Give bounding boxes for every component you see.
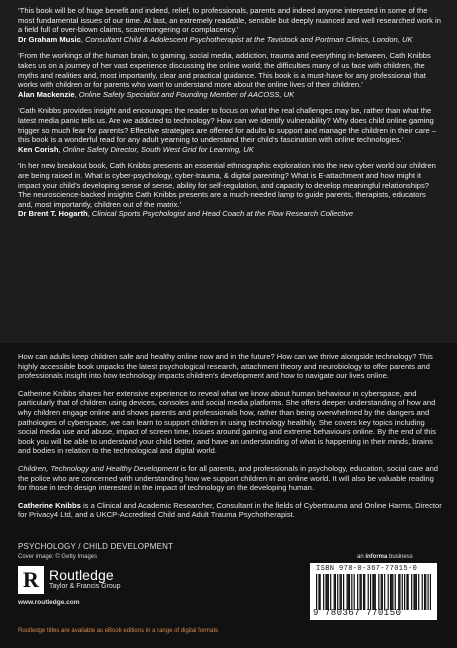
author-bio [18,501,442,520]
quote-author: Ken Corish [18,144,59,154]
quote-text: ‘This book will be of huge benefit and indeed, relief, to professionals, parents and indeed anyone interested in some of the most fundamental issues of our time. At last, an extremely readable, sensible but deeply nuanced and well researched work in a field full of over-blown claims, scaremongering or complacency.’ [18,6,441,35]
endorsement-quote [18,106,442,154]
quote-author: Alan Mackenzie [18,89,75,99]
publisher-logo [18,566,168,602]
book-description [18,352,442,528]
description-paragraph [18,464,442,493]
description-text: is for all parents, and professionals in psychology, education, social care and the police who are concerned with understanding how we support children in an online world. It will also be valuable reading for those in tech design interested in the impact of technology on the developing human. [18,463,439,493]
publisher-website-link[interactable]: www.routledge.com [18,599,80,606]
quote-author: Dr Graham Music [18,34,81,44]
barcode-panel [310,563,437,620]
quote-author: Dr Brent T. Hogarth [18,209,88,219]
endorsement-quote [18,161,442,219]
description-paragraph: Catherine Knibbs shares her extensive experience to reveal what we know about human behaviour in cyberspace, and particularly that of children using devices, consoles and social media platforms. She offers deeper understanding of how and why children engage online and shows parents and professionals how, rather than being overwhelmed by the dangers and pathologies of cyberspace, we can learn to support children in using technology healthily. She covers key topics including social media use and abuse, impact of screen time, issues around gaming and extreme behaviours online. By the end of this book you will be able to understand your child better, and have an understanding of what is happening in their minds, brains and bodies in relation to the technological and digital world. [18,388,436,456]
informa-suffix: business [387,554,413,560]
informa-business-tag [357,554,413,560]
cover-image-credit: Cover image: © Getty Images [18,554,98,560]
isbn-label: ISBN 978-0-367-77015-0 [316,565,418,573]
quote-attribution: Dr Graham Music, Consultant Child & Adolescent Psychotherapist at the Tavistock and Portman Clinics, London, UK [18,34,413,44]
endorsement-quote [18,6,442,44]
author-bio-text: is a Clinical and Academic Researcher, Consultant in the fields of Cybertrauma and Online Harms, Director for Privacy4 Ltd, and a UKCP-Accredited Child and Adult Trauma Psychotherapist. [18,500,442,520]
endorsement-list [18,6,442,226]
subject-category: PSYCHOLOGY / CHILD DEVELOPMENT [18,542,174,551]
description-paragraph: How can adults keep children safe and healthy online now and in the future? How can we thrive alongside technology? This highly accessible book unpacks the latest psychological research, attachment theory and neurobiology to offer parents and professionals insight into how technology impacts children’s development and how to navigate our lives online. [18,352,433,381]
routledge-logo-icon [18,566,44,594]
quote-author-role: Consultant Child & Adolescent Psychotherapist at the Tavistock and Portman Clinics, London, UK [85,34,413,44]
logo-letter: R [23,567,39,592]
quote-text: ‘Cath Knibbs provides insight and encourages the reader to focus on what the real challenges may be, rather than what the latest media panic tells us. Are we addicted to technology? How can we identify vulnerability? Why does child online gaming trigger so much fear for parents? Effective strategies are offered for adults to support and manage the children in their care – this book is a wonderful read for any adult yearning to understand their child’s fascination with online technologies.’ [18,106,437,145]
informa-brand: informa [365,554,388,560]
quote-text: ‘From the workings of the human brain, to gaming, social media, addiction, trauma and everything in-between, Cath Knibbs takes us on a journey of her vast experience discussing the online world; the difficulties many of us face with children, the myths and realities and, most importantly, clear and practical guidance. This book is a must-have for any professional that works with children or for parents who want to understand more about the online lives of their children.’ [18,51,431,90]
book-title-inline: Children, Technology and Healthy Development [18,463,179,473]
barcode-icon [316,574,431,610]
quote-attribution: Ken Corish, Online Safety Director, South West Grid for Learning, UK [18,144,254,154]
author-name: Catherine Knibbs [18,500,81,510]
quote-author-role: Online Safety Director, South West Grid for Learning, UK [62,144,254,154]
informa-prefix: an [357,554,366,560]
quote-author-role: Clinical Sports Psychologist and Head Coach at the Flow Research Collective [91,209,354,219]
quote-author-role: Online Safety Specialist and Founding Member of AACOSS, UK [78,89,295,99]
barcode-digits: 9 780367 770150 [313,608,402,618]
publisher-name: Routledge [49,567,114,583]
quote-attribution: Alan Mackenzie, Online Safety Specialist and Founding Member of AACOSS, UK [18,89,295,99]
endorsement-quote [18,51,442,99]
ebook-availability-note: Routledge titles are available as eBook editions in a range of digital formats [18,628,219,634]
publisher-group: Taylor & Francis Group [49,583,121,590]
quote-text: ‘In her new breakout book, Cath Knibbs presents an essential ethnographic exploration into the new cyber world our children are being raised in. What is cyber-psychology, cyber-trauma, & digital parenting? What is E-attachment and how might it impact your child’s developing sense of sense, ability for self-regulation, and capacity to develop meaningful relationships? The neuroscience-backed insights Cath Knibbs presents are a much-needed lamp to guide parents, therapists, educators and, most importantly, children out of the matrix.’ [18,161,436,209]
quote-attribution: Dr Brent T. Hogarth, Clinical Sports Psychologist and Head Coach at the Flow Research Collective [18,209,354,219]
